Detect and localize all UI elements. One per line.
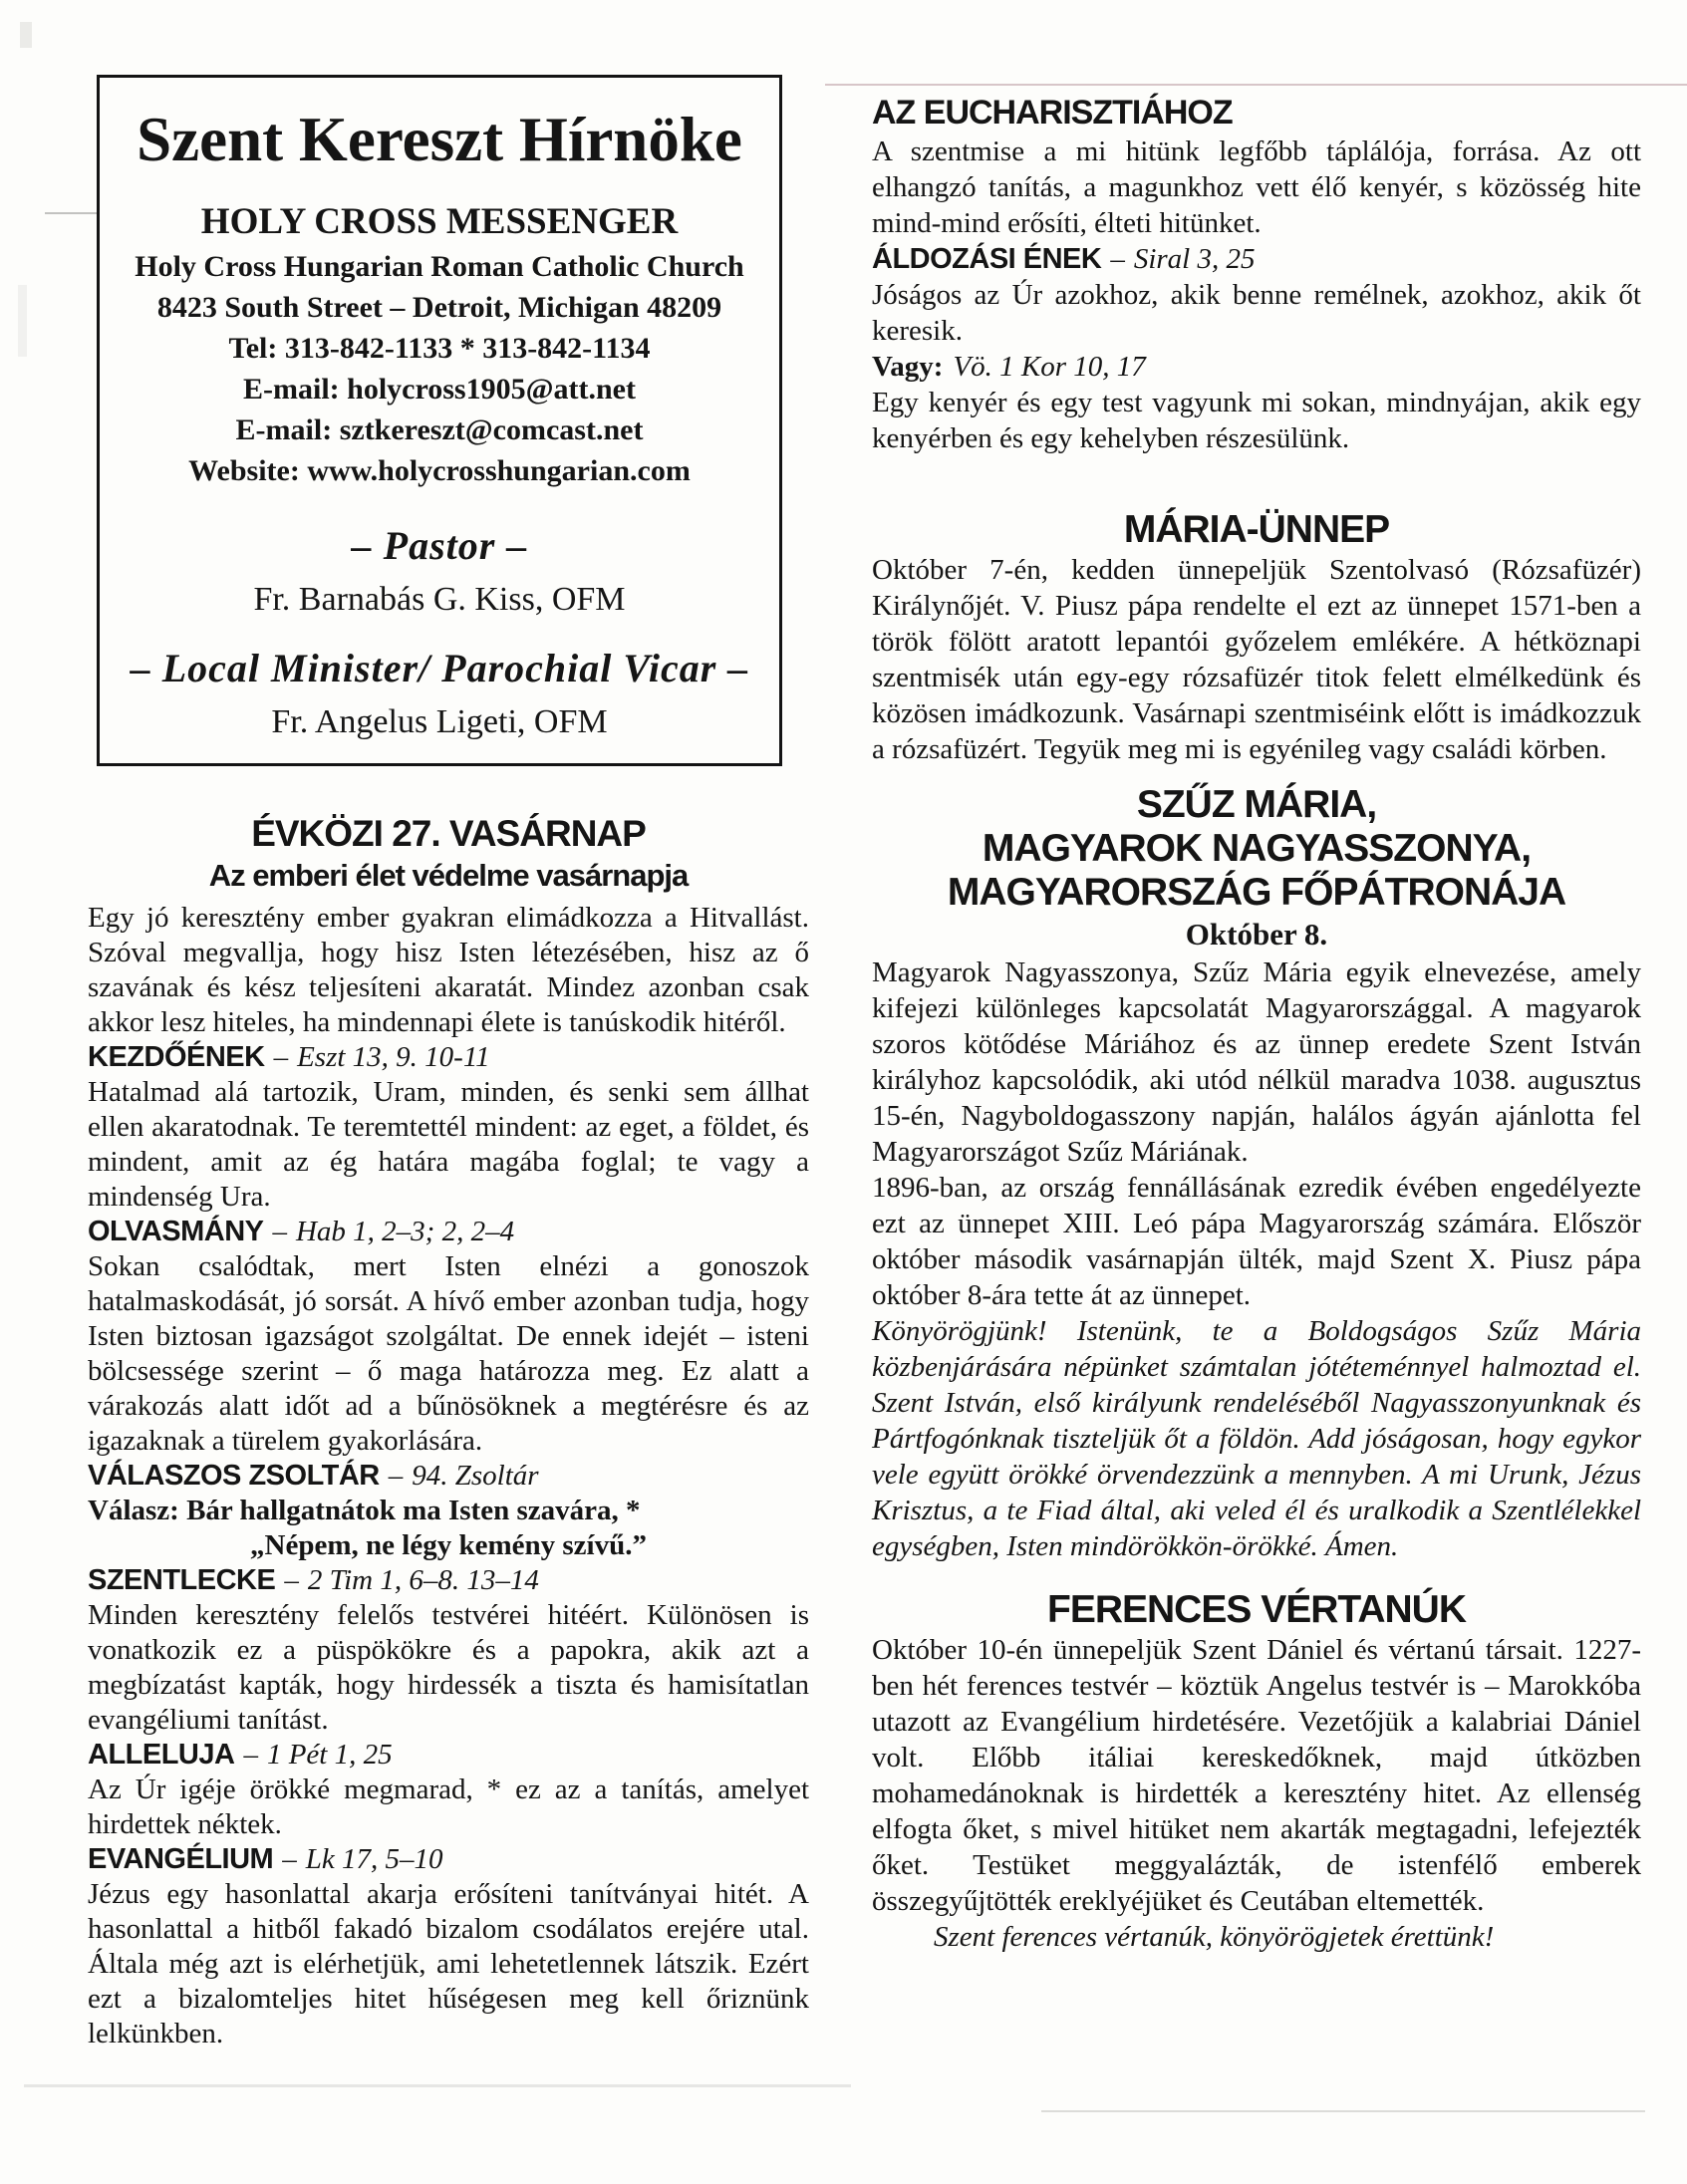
bulletin-subtitle: HOLY CROSS MESSENGER [200, 201, 679, 242]
section-body: Hatalmad alá tartozik, Uram, minden, és senki sem állhat ellen akaratodnak. Te teremtettél mindent: az eget, a földet, és mindent, amit az ég határa magába foglal; te vagy a mindenség Ura. [88, 1076, 809, 1213]
section-ref: 1 Pét 1, 25 [266, 1739, 393, 1771]
szuz-maria-body-1: Magyarok Nagyasszonya, Szűz Mária egyik elnevezése, amely kifejezi különleges kapcsolatát Magyarországgal. A magyarok szoros kötődése Máriához és az ünnep eredete Szent István királyhoz kapcsolódik, aki utód nélkül maradva 1038. augusztus 15-én, Nagyboldogasszony napján, halálos ágyán ajánlotta fel Magyarországot Szűz Máriának. [872, 956, 1641, 1168]
section-label: ALLELUJA [88, 1739, 235, 1771]
psalm-response-line-2: „Népem, ne légy kemény szívű.” [250, 1529, 647, 1561]
section-label-line [872, 241, 1641, 277]
ferences-closing: Szent ferences vértanúk, könyörögjetek érettünk! [934, 1921, 1495, 1953]
bulletin-title: Szent Kereszt Hírnöke [137, 105, 742, 174]
section-label-line [88, 1842, 809, 1877]
ferences-body: Október 10-én ünnepeljük Szent Dániel és vértanú társait. 1227-ben hét ferences testvér – köztük Angelus testvér is – Marokkóba utazott az Evangélium hirdetésére. Vezetőjük a kalabriai Dániel volt. Előbb itáliai kereskedőknek, majd útközben mohamedánoknak is hirdették a keresztény hitet. Az ellenség elfogta őket, s mivel hitüket nem akarták megtagadni, lefejezték őket. Testüket meggyalázták, de istenfélő emberek összegyűjtötték ereklyéjüket és Ceutában eltemették. [872, 1634, 1641, 1917]
aldozasi-body: Jóságos az Úr azokhoz, akik benne remélnek, azokhoz, akik őt keresik. [872, 279, 1641, 347]
section-body: Jézus egy hasonlattal akarja erősíteni tanítványai hitét. A hasonlattal a hitből fakadó bizalom csodálatos erejére utal. Általa még azt is elérhetjük, ami lehetetlennek látszik. Ezért ezt a bizalomteljes hitet hűségesen meg kell őriznünk lelkünkben. [88, 1878, 809, 2049]
ferences-heading: FERENCES VÉRTANÚK [1047, 1588, 1466, 1631]
psalm-response-line-1: Válasz: Bár hallgatnátok ma Isten szavára, * [88, 1495, 641, 1526]
section-label: SZENTLECKE [88, 1564, 276, 1596]
section-ref: 2 Tim 1, 6–8. 13–14 [307, 1564, 539, 1596]
maria-unnep-body: Október 7-én, kedden ünnepeljük Szentolvasó (Rózsafüzér) Királynőjét. V. Piusz pápa rendelte el ezt az ünnepet 1571-ben a török fölött aratott lepantói győzelem emlékére. A hétköznapi szentmisék után egy-egy rózsafüzér titok felett elmélkedünk és közösen imádkozunk. Vasárnapi szentmiséink előtt is imádkozzuk a rózsafüzért. Tegyük meg mi is egyénileg vagy családi körben. [872, 554, 1641, 765]
section-label: OLVASMÁNY [88, 1216, 264, 1247]
scan-artifact-speck [18, 285, 27, 357]
label-separator: – [388, 1460, 404, 1492]
section-ref: Eszt 13, 9. 10-11 [297, 1041, 490, 1073]
section-gap [872, 767, 1641, 783]
scan-artifact-line [825, 84, 1687, 86]
section-ref: Lk 17, 5–10 [305, 1843, 443, 1875]
section-label: EVANGÉLIUM [88, 1843, 274, 1875]
church-name: Holy Cross Hungarian Roman Catholic Church [135, 250, 744, 283]
szuz-maria-heading-line-3: MAGYARORSZÁG FŐPÁTRONÁJA [947, 871, 1566, 914]
church-phone: Tel: 313-842-1133 * 313-842-1134 [228, 332, 651, 365]
scan-artifact-line [45, 212, 97, 214]
label-separator: – [284, 1564, 299, 1596]
pastor-name: Fr. Barnabás G. Kiss, OFM [253, 581, 626, 618]
vagy-label: Vagy: [872, 351, 944, 383]
section-label-line [88, 1040, 809, 1075]
vagy-line [872, 349, 1641, 385]
section-label-line [88, 1459, 809, 1494]
section-gap [872, 1564, 1641, 1588]
masthead-box [97, 75, 782, 766]
section-label: KEZDŐÉNEK [88, 1041, 265, 1073]
vicar-name: Fr. Angelus Ligeti, OFM [271, 703, 608, 740]
scan-artifact-speck [20, 22, 32, 48]
section-gap [872, 456, 1641, 508]
label-separator: – [273, 1041, 289, 1073]
label-separator: – [272, 1216, 287, 1247]
szuz-maria-prayer: Könyörögjünk! Istenünk, te a Boldogságos Szűz Mária közbenjárására népünket számtalan jótéteménnyel halmoztad el. Szent István, első királyunk rendeléséből Nagyasszonyunknak és Pártfogónknak tiszteljük őt a földön. Add jóságosan, hogy egykor vele együtt örökké örvendezzünk a mennyben. A mi Urunk, Jézus Krisztus, a te Fiad által, aki veled él és uralkodik a Szentlélekkel egységben, Isten mindörökkön-örökké. Ámen. [872, 1315, 1641, 1562]
vagy-body: Egy kenyér és egy test vagyunk mi sokan, mindnyájan, akik egy kenyérben és egy kehelyben részesülünk. [872, 387, 1641, 454]
left-column [88, 813, 809, 2051]
label-separator: – [282, 1843, 297, 1875]
szuz-maria-body-2: 1896-ban, az ország fennállásának ezredik évében engedélyezte ezt az ünnepet XIII. Leó pápa Magyarország számára. Először október második vasárnapján ülték, majd Szent X. Piusz pápa október 8-ára tette át az ünnepet. [872, 1172, 1641, 1311]
vagy-ref: Vö. 1 Kor 10, 17 [953, 351, 1146, 383]
section-ref: Siral 3, 25 [1133, 243, 1256, 275]
szuz-maria-heading-line-2: MAGYAROK NAGYASSZONYA, [982, 827, 1532, 870]
label-separator: – [243, 1739, 258, 1771]
church-website: Website: www.holycrosshungarian.com [188, 454, 691, 487]
section-label: ÁLDOZÁSI ÉNEK [872, 243, 1102, 275]
pastor-label: – Pastor – [351, 523, 528, 568]
sunday-subheading: Az emberi élet védelme vasárnapja [208, 858, 689, 893]
church-email-2: E-mail: sztkereszt@comcast.net [235, 413, 644, 446]
sunday-heading: ÉVKÖZI 27. VASÁRNAP [251, 813, 646, 854]
section-label: VÁLASZOS ZSOLTÁR [88, 1460, 380, 1492]
vicar-label: – Local Minister/ Parochial Vicar – [130, 646, 749, 690]
section-label-line [88, 1563, 809, 1598]
section-label-line [88, 1215, 809, 1249]
section-body: Minden keresztény felelős testvérei hitéért. Különösen is vonatkozik ez a püspökökre és a papokra, akik azt a megbízatást kapták, hogy hirdessék a tiszta és hamisítatlan evangéliumi tanítást. [88, 1599, 809, 1736]
right-column [872, 92, 1641, 1955]
section-label-line [88, 1738, 809, 1773]
szuz-maria-date: Október 8. [1185, 917, 1328, 952]
scan-artifact-line [1041, 2110, 1645, 2112]
section-body: Az Úr igéje örökké megmarad, * ez az a tanítás, amelyet hirdettek néktek. [88, 1774, 809, 1840]
section-ref: Hab 1, 2–3; 2, 2–4 [295, 1216, 515, 1247]
scan-artifact-line [24, 2084, 851, 2087]
eucharist-heading: AZ EUCHARISZTIÁHOZ [872, 94, 1233, 132]
church-address: 8423 South Street – Detroit, Michigan 48209 [156, 291, 722, 324]
szuz-maria-heading-line-1: SZŰZ MÁRIA, [1136, 783, 1377, 826]
section-ref: 94. Zsoltár [412, 1460, 539, 1492]
section-body: Sokan csalódtak, mert Isten elnézi a gonoszok hatalmaskodását, jó sorsát. A hívő ember azonban tudja, hogy Isten biztosan igazságot szolgáltat. De ennek idejét – isteni bölcsessége szerint – ő maga határozza meg. Ez alatt a várakozás alatt időt ad a bűnösöknek a megtérésre és az igazaknak a türelem gyakorlására. [88, 1250, 809, 1457]
maria-unnep-heading: MÁRIA-ÜNNEP [1123, 508, 1390, 551]
eucharist-body: A szentmise a mi hitünk legfőbb táplálója, forrása. Az ott elhangzó tanítás, a magunkhoz vett élő kenyér, s közösség hite mind-mind erősíti, élteti hitünket. [872, 136, 1641, 239]
intro-paragraph: Egy jó keresztény ember gyakran elimádkozza a Hitvallást. Szóval megvallja, hogy hisz Isten létezésében, hisz az ő szavának és kész teljesíteni akaratát. Mindez azonban csak akkor lesz hiteles, ha mindennapi élete is tanúskodik hitéről. [88, 902, 809, 1038]
church-email-1: E-mail: holycross1905@att.net [243, 373, 636, 406]
label-separator: – [1110, 243, 1125, 275]
